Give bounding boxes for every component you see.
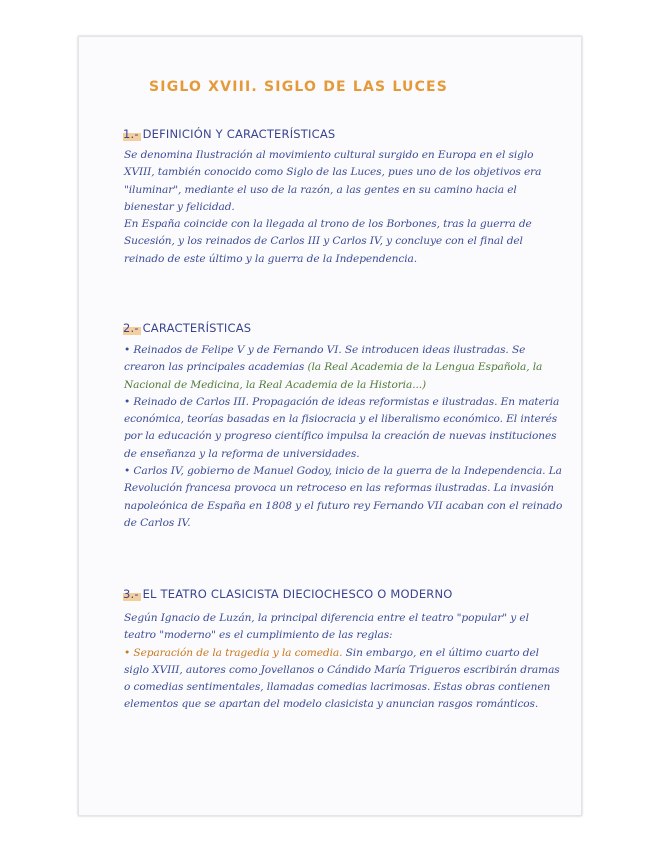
paragraph: Según Ignacio de Luzán, la principal diferencia entre el teatro "popular" y el teatro "moderno" es el cumplimiento de las reglas: <box>124 612 529 642</box>
section-2-body <box>124 342 564 532</box>
section-3-body <box>124 610 564 714</box>
list-item: • Reinado de Carlos III. Propagación de ideas reformistas e ilustradas. En materia económica, teorías basadas en la fisiocracia y el liberalismo económico. El interés por la educación y progreso científico impulsa la creación de nuevas instituciones de enseñanza y la reforma de universidades. <box>124 395 560 460</box>
list-item <box>124 645 564 714</box>
section-1-body <box>124 147 564 268</box>
section-heading-3: 3.- EL TEATRO CLASICISTA DIECIOCHESCO O MODERNO <box>123 587 453 601</box>
list-item <box>124 342 564 394</box>
paragraph: Se denomina Ilustración al movimiento cultural surgido en Europa en el siglo XVIII, también conocido como Siglo de las Luces, pues uno de los objetivos era "iluminar", mediante el uso de la razón, a las gentes en su camino hacia el bienestar y felicidad. <box>124 149 542 213</box>
item-text-green: (la Real Academia de la Lengua Española, la Nacional de Medicina, la Real Academia de la Historia...) <box>124 361 543 391</box>
item-text: • Reinados de Felipe V y de Fernando VI. Se introducen ideas ilustradas. Se crearon las principales academias <box>124 344 526 374</box>
section-heading-2: 2.- CARACTERÍSTICAS <box>123 321 252 335</box>
page-title: SIGLO XVIII. SIGLO DE LAS LUCES <box>149 79 449 95</box>
list-item: • Carlos IV, gobierno de Manuel Godoy, inicio de la guerra de la Independencia. La Revolución francesa provoca un retroceso en las reformas ilustradas. La invasión napoleónica de España en 1808 y el futuro rey Fernando VII acaban con el reinado de Carlos IV. <box>124 465 563 529</box>
item-text: Sin embargo, en el último cuarto del siglo XVIII, autores como Jovellanos o Cándido María Trigueros escribirán dramas o comedias sentimentales, llamadas comedias lacrimosas. Estas obras contienen elementos que se apartan del modelo clasicista y anuncian rasgos románticos. <box>124 646 560 711</box>
notebook-page <box>78 36 582 816</box>
section-heading-1: 1.- DEFINICIÓN Y CARACTERÍSTICAS <box>123 127 336 141</box>
paragraph: En España coincide con la llegada al trono de los Borbones, tras la guerra de Sucesión, y los reinados de Carlos III y Carlos IV, y concluye con el final del reinado de este último y la guerra de la Independencia. <box>124 218 532 265</box>
item-text-orange: • Separación de la tragedia y la comedia. <box>124 646 343 659</box>
